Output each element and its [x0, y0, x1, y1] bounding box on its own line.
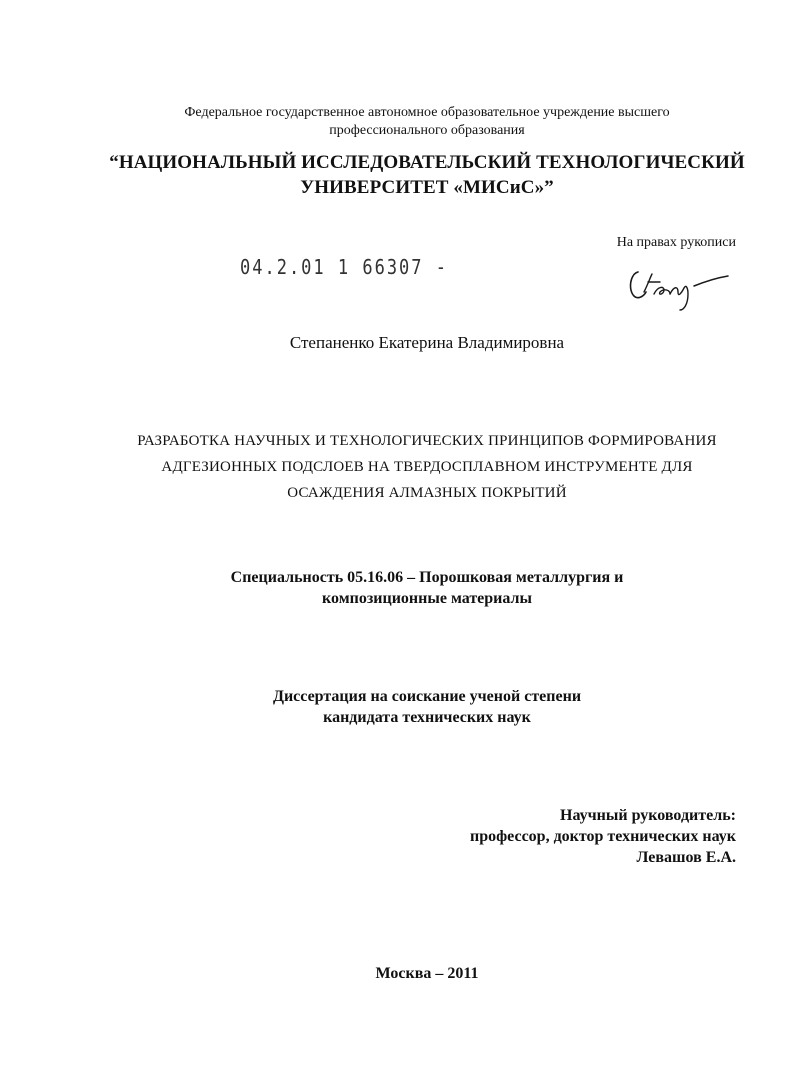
institution-line-1: Федеральное государственное автономное образовательное учреждение высшего [184, 105, 670, 120]
supervisor-name: Левашов Е.А. [636, 849, 736, 866]
title-line-1: РАЗРАБОТКА НАУЧНЫХ И ТЕХНОЛОГИЧЕСКИХ ПРИНЦИПОВ ФОРМИРОВАНИЯ [137, 433, 717, 449]
title-line-3: ОСАЖДЕНИЯ АЛМАЗНЫХ ПОКРЫТИЙ [287, 485, 567, 501]
university-name [30, 150, 794, 200]
registration-stamp: 04.2.01 1 66307 - [240, 256, 448, 280]
degree-statement [30, 686, 794, 728]
signature-icon [624, 252, 734, 314]
manuscript-rights-note: На правах рукописи [616, 235, 736, 250]
university-line-1: “НАЦИОНАЛЬНЫЙ ИССЛЕДОВАТЕЛЬСКИЙ ТЕХНОЛОГИЧЕСКИЙ [109, 152, 745, 173]
institution-header [30, 104, 794, 140]
dissertation-title [30, 428, 794, 506]
institution-line-2: профессионального образования [329, 123, 525, 138]
author-name: Степаненко Екатерина Владимировна [289, 333, 565, 352]
signature-text: Степ [624, 252, 627, 253]
university-line-2: УНИВЕРСИТЕТ «МИСиС»” [300, 177, 554, 198]
specialty-line-1: Специальность 05.16.06 – Порошковая металлургия и [230, 569, 624, 586]
supervisor-label: Научный руководитель: [560, 807, 736, 824]
supervisor-block [470, 805, 736, 868]
specialty [30, 567, 794, 609]
title-line-2: АДГЕЗИОННЫХ ПОДСЛОЕВ НА ТВЕРДОСПЛАВНОМ ИНСТРУМЕНТЕ ДЛЯ [161, 459, 693, 475]
degree-line-2: кандидата технических наук [323, 709, 531, 726]
degree-line-1: Диссертация на соискание ученой степени [272, 688, 582, 705]
city-year: Москва – 2011 [375, 965, 479, 982]
specialty-line-2: композиционные материалы [322, 590, 532, 607]
supervisor-position: профессор, доктор технических наук [469, 828, 736, 845]
